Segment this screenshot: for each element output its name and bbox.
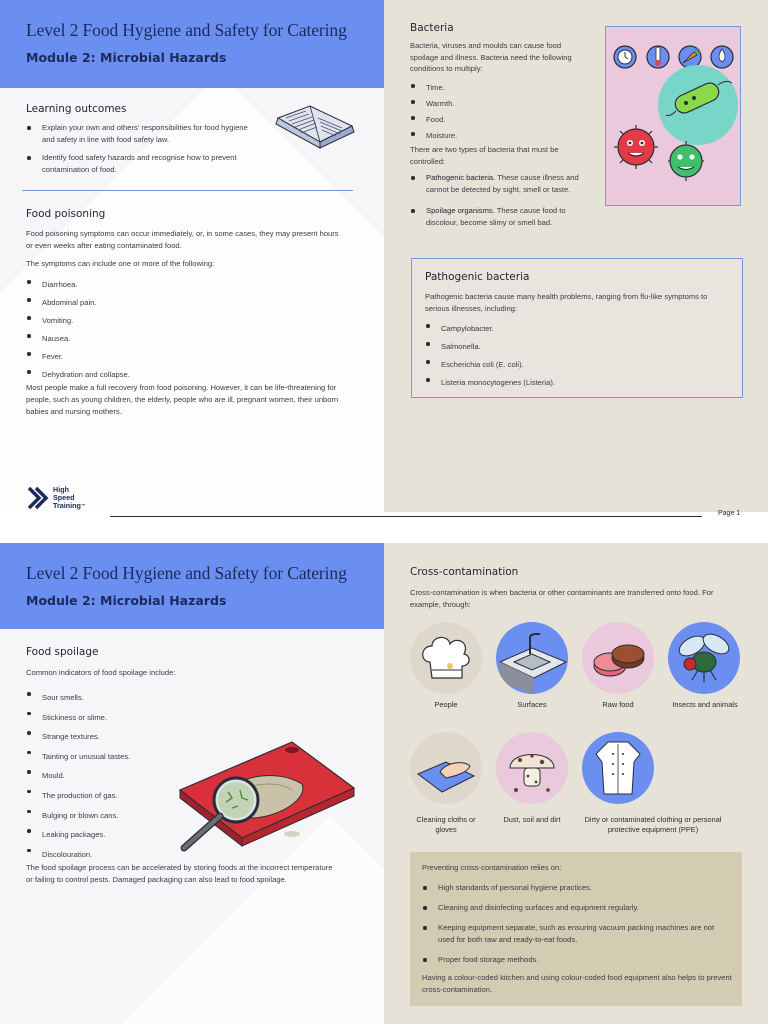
list-item: Mould. — [26, 766, 226, 786]
section-divider — [22, 190, 353, 191]
source-label: Cleaning cloths or gloves — [416, 815, 476, 834]
bacteria-types-lead: There are two types of bacteria that must be controlled: — [410, 145, 559, 166]
logo-line-1: High — [53, 485, 69, 494]
page-2-header — [0, 543, 384, 629]
logo-mark-icon — [26, 484, 50, 512]
list-item: Bulging or blown cans. — [26, 806, 226, 826]
source-label: Dust, soil and dirt — [503, 815, 561, 824]
list-item: Escherichia coli (E. coli). — [425, 356, 725, 374]
raw-food-illustration — [582, 622, 654, 694]
source-label: Dirty or contaminated clothing or personal protective equipment (PPE) — [584, 815, 722, 834]
page-2 — [0, 512, 768, 1024]
food-spoilage-outro: The food spoilage process can be accelerated by storing foods at the incorrect temperature or failing to control pests. Damaged packaging can also lead to food spoilage. — [26, 863, 333, 884]
list-item: Moisture. — [410, 128, 580, 144]
list-item: Abdominal pain. — [26, 294, 326, 312]
list-item: Vomiting. — [26, 312, 326, 330]
cross-contamination-intro: Cross-contamination is when bacteria or other contaminants are transferred onto food. For example, through: — [410, 588, 714, 609]
food-poisoning-outro: Most people make a full recovery from food poisoning. However, it can be life-threatening for people, such as young children, the elderly, people who are ill, pregnant women, their unborn babies and nursing mothers. — [26, 383, 339, 416]
list-item — [410, 172, 590, 196]
preventing-outro: Having a colour-coded kitchen and using colour-coded food equipment also helps to prevent cross-contamination. — [422, 973, 732, 994]
source-label: Insects and animals — [672, 700, 738, 709]
learning-outcomes-heading: Learning outcomes — [26, 103, 127, 115]
logo-line-2: Speed — [53, 493, 75, 502]
list-item: Explain your own and others' responsibilities for food hygiene and safety in line with food safety law. — [26, 122, 256, 145]
list-item: Sour smells. — [26, 688, 226, 708]
list-item: Listeria monocytogenes (Listeria). — [425, 374, 725, 392]
list-item: Fever. — [26, 348, 326, 366]
course-title: Level 2 Food Hygiene and Safety for Catering — [26, 20, 347, 40]
conditions-list — [410, 80, 580, 144]
list-item: Dehydration and collapse. — [26, 366, 326, 384]
course-title: Level 2 Food Hygiene and Safety for Catering — [26, 563, 347, 583]
page-number: Page 1 — [718, 510, 741, 517]
cross-contamination-heading: Cross-contamination — [410, 566, 519, 578]
list-item: Keeping equipment separate, such as ensuring vacuum packing machines are not used for both raw and ready-to-eat foods. — [422, 922, 732, 946]
mushroom-icon — [496, 732, 568, 804]
term: Spoilage organisms. — [426, 206, 495, 215]
open-book-icon — [272, 104, 358, 152]
high-speed-training-logo — [26, 484, 106, 512]
module-title: Module 2: Microbial Hazards — [26, 593, 227, 608]
list-item: Identify food safety hazards and recognise how to prevent contamination of food. — [26, 152, 256, 175]
chopping-board-magnifier-icon — [172, 738, 362, 854]
list-item: Food. — [410, 112, 580, 128]
list-item: Salmonella. — [425, 338, 725, 356]
learning-outcomes-list — [26, 122, 256, 175]
pathogenic-list — [425, 320, 725, 392]
source-label: Surfaces — [517, 700, 547, 709]
pathogenic-bacteria-box — [411, 258, 743, 398]
source-label: Raw food — [602, 700, 634, 709]
preventing-lead: Preventing cross-contamination relies on: — [422, 863, 562, 872]
bacteria-intro: Bacteria, viruses and moulds can cause food spoilage and illness. Bacteria need the following conditions to multiply: — [410, 41, 572, 73]
list-item: Time. — [410, 80, 580, 96]
pathogenic-heading: Pathogenic bacteria — [425, 271, 530, 283]
list-item: Proper food storage methods. — [422, 954, 732, 966]
list-item: Diarrhoea. — [26, 276, 326, 294]
list-item: Campylobacter. — [425, 320, 725, 338]
chef-hat-icon — [410, 622, 482, 694]
dust-soil-illustration — [496, 732, 568, 804]
pathogenic-intro: Pathogenic bacteria cause many health problems, ranging from flu-like symptoms to serious illnesses, including: — [425, 292, 708, 313]
sink-icon — [496, 622, 568, 694]
bacteria-scene — [606, 27, 741, 206]
insects-illustration — [668, 622, 740, 694]
list-item: Tainting or unusual tastes. — [26, 747, 226, 767]
description: These cause food to discolour, become slimy or smell bad. — [426, 206, 566, 227]
list-item: The production of gas. — [26, 786, 226, 806]
page-1-left-column — [0, 0, 384, 512]
description: These cause illness and cannot be detected by sight, smell or taste. — [426, 173, 579, 194]
list-item: Stickiness or slime. — [26, 708, 226, 728]
logo-line-3: Training — [53, 501, 81, 510]
symptoms-lead: The symptoms can include one or more of the following: — [26, 259, 215, 268]
surfaces-illustration — [496, 622, 568, 694]
food-poisoning-heading: Food poisoning — [26, 208, 106, 220]
preventing-list — [422, 882, 732, 966]
food-spoilage-lead: Common indicators of food spoilage include: — [26, 668, 176, 677]
list-item: Nausea. — [26, 330, 326, 348]
list-item: Discolouration. — [26, 845, 226, 865]
source-label: People — [434, 700, 458, 709]
raw-meat-icon — [582, 622, 654, 694]
list-item: Cleaning and disinfecting surfaces and equipment regularly. — [422, 902, 732, 914]
bacteria-types-list — [410, 172, 590, 229]
food-poisoning-intro: Food poisoning symptoms can occur immediately, or, in some cases, they may present hours or even weeks after eating contaminated food. — [26, 229, 339, 250]
dirty-clothing-illustration — [582, 732, 654, 804]
list-item: Warmth. — [410, 96, 580, 112]
people-illustration — [410, 622, 482, 694]
logo-text — [53, 486, 85, 510]
symptoms-list — [26, 276, 326, 384]
list-item: Strange textures. — [26, 727, 226, 747]
list-item: Leaking packages. — [26, 825, 226, 845]
chef-jacket-icon — [582, 732, 654, 804]
page-1-header — [0, 0, 384, 88]
bacteria-illustration — [605, 26, 741, 206]
list-item — [410, 205, 590, 229]
cloth-hand-icon — [410, 732, 482, 804]
preventing-cross-contamination-box — [410, 852, 742, 1006]
term: Pathogenic bacteria. — [426, 173, 496, 182]
bacteria-heading: Bacteria — [410, 22, 454, 34]
food-spoilage-heading: Food spoilage — [26, 646, 99, 658]
logo-trademark: ™ — [80, 503, 86, 508]
module-title: Module 2: Microbial Hazards — [26, 50, 227, 65]
cleaning-cloth-illustration — [410, 732, 482, 804]
list-item: High standards of personal hygiene practices. — [422, 882, 732, 894]
fly-icon — [668, 622, 740, 694]
